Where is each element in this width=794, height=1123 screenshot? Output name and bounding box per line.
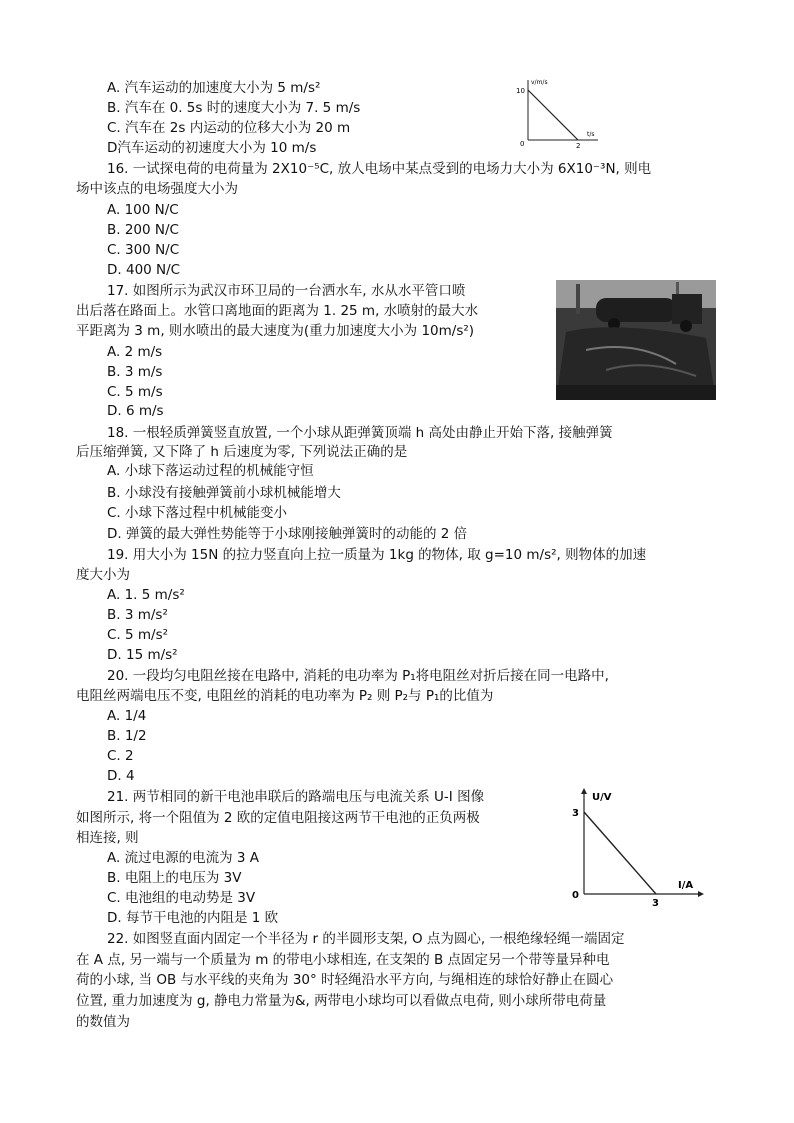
q16-stem-line-2: 场中该点的电场强度大小为 [76,181,238,197]
q16-option-d: D. 400 N/C [107,262,181,278]
q20-option-c: C. 2 [107,748,134,764]
sprinkler-truck-photo [556,280,716,400]
q15-option-d: D汽车运动的初速度大小为 10 m/s [107,140,317,156]
q19-option-d: D. 15 m/s² [107,647,178,663]
q16-option-a: A. 100 N/C [107,202,179,218]
q17-option-a: A. 2 m/s [107,344,163,360]
q21-graph-origin: 0 [572,890,579,901]
q17-stem-line-1: 17. 如图所示为武汉市环卫局的一台洒水车, 水从水平管口喷 [107,283,466,299]
q20-option-b: B. 1/2 [107,728,147,744]
q20-option-d: D. 4 [107,768,135,784]
q18-stem-line-1: 18. 一根轻质弹簧竖直放置, 一个小球从距弹簧顶端 h 高处由静止开始下落, 接触弹簧 [107,425,613,441]
q17-stem-line-2: 出后落在路面上。水管口离地面的距离为 1. 25 m, 水喷射的最大水 [76,303,479,319]
q20-option-a: A. 1/4 [107,708,147,724]
q22-stem-line-4: 位置, 重力加速度为 g, 静电力常量为&, 两带电小球均可以看做点电荷, 则小球所带电荷量 [76,993,607,1009]
q20-stem-line-2: 电阻丝两端电压不变, 电阻丝的消耗的电功率为 P₂ 则 P₂与 P₁的比值为 [76,688,494,704]
q21-graph-ytick: 3 [572,808,579,819]
q21-option-d: D. 每节干电池的内阻是 1 欧 [107,910,279,926]
q21-stem-line-1: 21. 两节相同的新干电池串联后的路端电压与电流关系 U-I 图像 [107,789,485,805]
q21-graph-ylabel: U/V [592,792,612,803]
q18-option-c: C. 小球下落过程中机械能变小 [107,505,288,521]
q17-option-b: B. 3 m/s [107,364,163,380]
q21-option-a: A. 流过电源的电流为 3 A [107,850,259,866]
q15-graph-origin: 0 [520,140,525,148]
q19-option-b: B. 3 m/s² [107,607,168,623]
q18-stem-line-2: 后压缩弹簧, 又下降了 h 后速度为零, 下列说法正确的是 [76,444,408,460]
q15-graph-ylabel: v/m/s [531,79,548,86]
q16-option-c: C. 300 N/C [107,242,180,258]
q16-stem-line-1: 16. 一试探电荷的电荷量为 2X10⁻⁵C, 放人电场中某点受到的电场力大小为 6X10⁻³N, 则电 [107,161,652,177]
q21-option-c: C. 电池组的电动势是 3V [107,890,256,906]
q15-option-a: A. 汽车运动的加速度大小为 5 m/s² [107,80,321,96]
q17-option-d: D. 6 m/s [107,403,164,419]
q17-stem-line-3: 平距离为 3 m, 则水喷出的最大速度为(重力加速度大小为 10m/s²) [76,323,475,339]
q21-stem-line-2: 如图所示, 将一个阻值为 2 欧的定值电阻接这两节干电池的正负两极 [76,810,480,826]
q19-option-a: A. 1. 5 m/s² [107,587,185,603]
q18-option-d: D. 弹簧的最大弹性势能等于小球刚接触弹簧时的动能的 2 倍 [107,526,468,542]
q15-option-c: C. 汽车在 2s 内运动的位移大小为 20 m [107,120,351,136]
q20-stem-line-1: 20. 一段均匀电阻丝接在电路中, 消耗的电功率为 P₁将电阻丝对折后接在同一电路中, [107,668,609,684]
q18-option-b: B. 小球没有接触弹簧前小球机械能增大 [107,485,341,501]
q21-graph-xtick: 3 [652,898,659,908]
q22-stem-line-3: 荷的小球, 当 OB 与水平线的夹角为 30° 时轻绳沿水平方向, 与绳相连的球恰好静止在圆心 [76,972,614,988]
q22-stem-line-2: 在 A 点, 另一端与一个质量为 m 的带电小球相连, 在支架的 B 点固定另一个带等量异种电 [76,952,610,968]
q16-option-b: B. 200 N/C [107,222,179,238]
q15-graph-xlabel: t/s [587,131,595,138]
q21-option-b: B. 电阻上的电压为 3V [107,870,242,886]
q21-graph-xlabel: I/A [678,880,694,891]
q18-option-a: A. 小球下落运动过程的机械能守恒 [107,463,314,479]
q15-graph-xtick: 2 [576,142,581,150]
q21-ui-graph [568,784,704,908]
q21-stem-line-3: 相连接, 则 [76,830,139,846]
q19-stem-line-1: 19. 用大小为 15N 的拉力竖直向上拉一质量为 1kg 的物体, 取 g=10 m/s², 则物体的加速 [107,547,647,563]
q17-option-c: C. 5 m/s [107,384,163,400]
q15-graph-ytick: 10 [516,87,525,95]
q15-vt-graph [512,76,602,150]
q22-stem-line-5: 的数值为 [76,1014,130,1030]
q19-stem-line-2: 度大小为 [76,567,130,583]
q22-stem-line-1: 22. 如图竖直面内固定一个半径为 r 的半圆形支架, O 点为圆心, 一根绝缘轻绳一端固定 [107,931,625,947]
q19-option-c: C. 5 m/s² [107,627,169,643]
q15-option-b: B. 汽车在 0. 5s 时的速度大小为 7. 5 m/s [107,100,361,116]
